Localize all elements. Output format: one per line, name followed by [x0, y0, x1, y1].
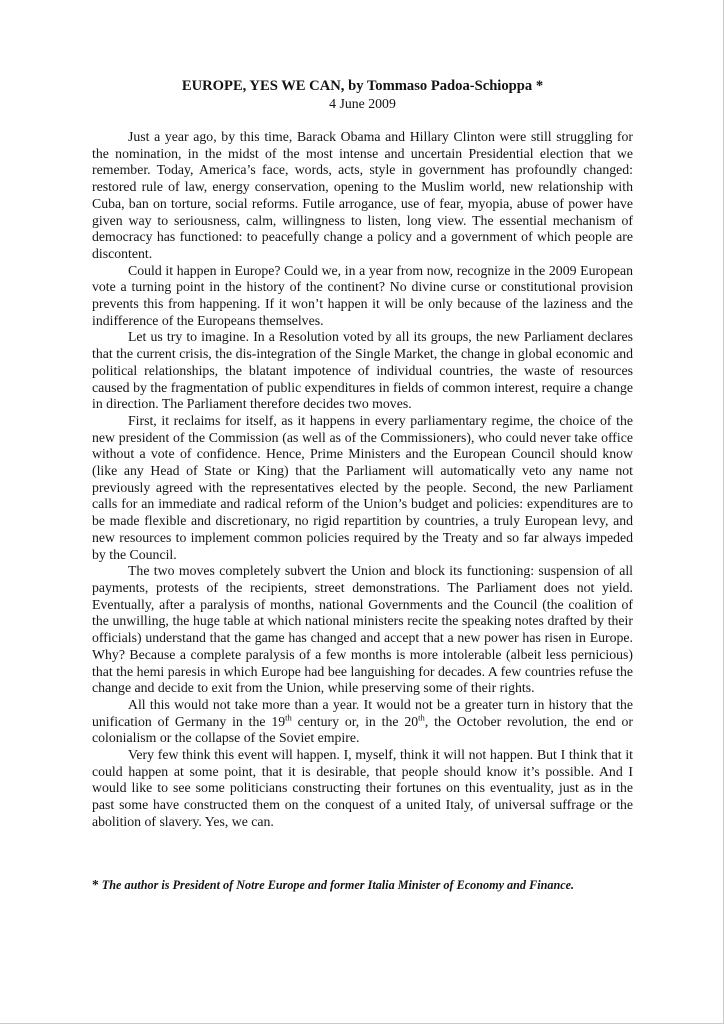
- document-body: [92, 129, 633, 831]
- paragraph: [92, 697, 633, 747]
- paragraph-text: , the October revolution, the end or colonialism or the collapse of the Soviet empire.: [92, 713, 633, 746]
- footnote: [92, 877, 633, 893]
- paragraph: [92, 747, 633, 831]
- footnote-marker: *: [92, 876, 99, 892]
- footnote-text: The author is President of Notre Europe and former Italia Minister of Economy and Finance.: [101, 877, 575, 892]
- paragraph-text: All this would not take more than a year. It would not be a greater turn in history that the unification of Germany in the 19: [92, 696, 633, 729]
- superscript-text: th: [418, 712, 425, 723]
- paragraph: [92, 129, 633, 263]
- paragraph: [92, 413, 633, 563]
- paragraph-text: century or, in the 20: [291, 713, 419, 729]
- paragraph-text: First, it reclaims for itself, as it happens in every parliamentary regime, the choice of the new president of the Commission (as well as of the Commissioners), who could never take office without a vote of confidence. Hence, Prime Ministers and the European Council should know (like any Head of State or King) that the Parliament will automatically veto any name not previously agreed with the representatives elected by the people. Second, the new Parliament calls for an immediate and radical reform of the Union’s budget and policies: expenditures are to be made flexible and discretionary, no rigid repartition by countries, a truly European levy, and new resources to implement common policies required by the Treaty and so far always impeded by the Council.: [92, 412, 633, 562]
- paragraph-text: Could it happen in Europe? Could we, in a year from now, recognize in the 2009 European vote a turning point in the history of the continent? No divine curse or constitutional provision prevents this from happening. If it won’t happen it will be only because of the laziness and the indifference of the Europeans themselves.: [92, 262, 633, 328]
- paragraph: [92, 563, 633, 697]
- paragraph-text: Let us try to imagine. In a Resolution voted by all its groups, the new Parliament declares that the current crisis, the dis-integration of the Single Market, the change in global economic and political relationships, the blatant impotence of individual countries, the waste of resources caused by the fragmentation of public expenditures in fields of common interest, require a change in direction. The Parliament therefore decides two moves.: [92, 329, 633, 412]
- paragraph-text: Very few think this event will happen. I, myself, think it will not happen. But I think that it could happen at some point, that it is desirable, that people should know it’s possible. And I would like to see some politicians constructing their fortunes on this eventuality, just as in the past some have constructed them on the conquest of a united Italy, of universal suffrage or the abolition of slavery. Yes, we can.: [92, 747, 633, 829]
- superscript-text: th: [285, 712, 292, 723]
- paragraph: [92, 329, 633, 413]
- document-title: EUROPE, YES WE CAN, by Tommaso Padoa-Schioppa *: [181, 78, 544, 94]
- paragraph-text: Just a year ago, by this time, Barack Obama and Hillary Clinton were still struggling for the nomination, in the midst of the most intense and uncertain Presidential election that we remember. Today, America’s face, words, acts, style in government has profoundly changed: restored rule of law, energy conservation, opening to the Muslim world, new relationship with Cuba, ban on torture, social reforms. Futile arrogance, use of fear, myopia, abuse of power have given way to seriousness, calm, willingness to listen, long view. The essential mechanism of democracy has functioned: to peacefully change a policy and a government of which people are discontent.: [92, 129, 633, 261]
- paragraph-text: The two moves completely subvert the Union and block its functioning: suspension of all payments, protests of the recipients, street demonstrations. The Parliament does not yield. Eventually, after a paralysis of months, national Governments and the Council (the coalition of the unwilling, the huge table at which national ministers recite the speaking notes drafted by their officials) understand that the game has changed and accept that a new power has risen in Europe. Why? Because a complete paralysis of a few months is more intolerable (albeit less pernicious) that the hemi paresis in which Europe had bee languishing for decades. A few countries refuse the change and decide to exit from the Union, while preserving some of their rights.: [92, 563, 633, 696]
- document-date: 4 June 2009: [329, 96, 396, 111]
- paragraph: [92, 263, 633, 330]
